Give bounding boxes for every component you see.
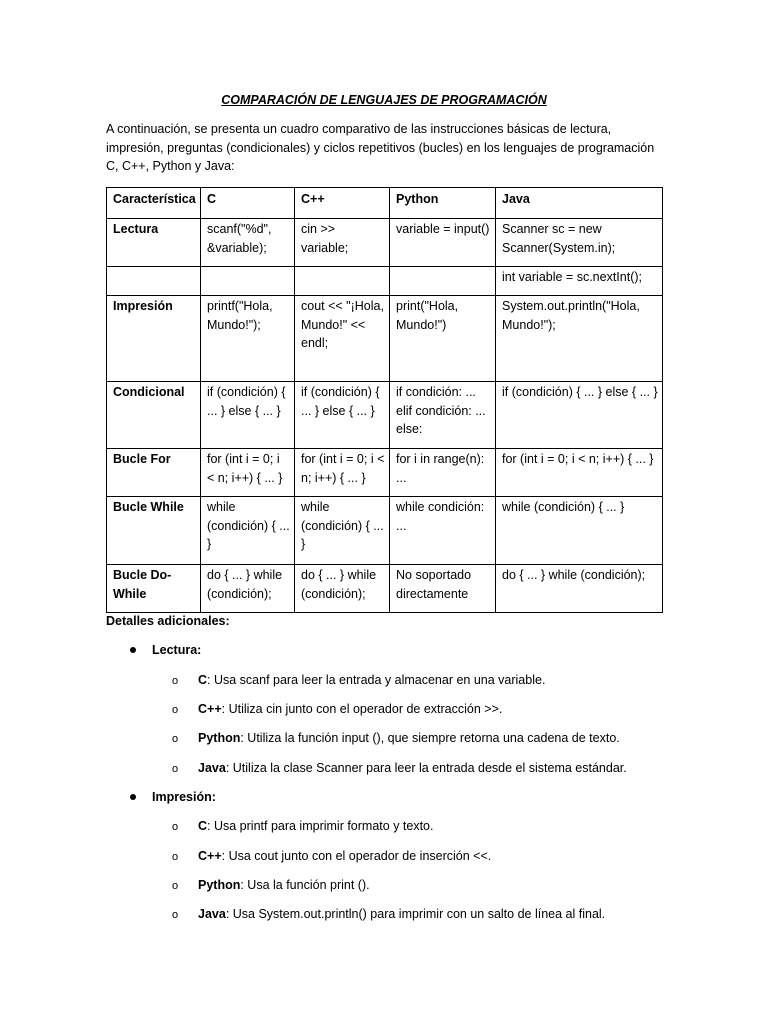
header-cell: C++ [295, 188, 390, 219]
document-title: COMPARACIÓN DE LENGUAJES DE PROGRAMACIÓN [221, 93, 547, 107]
header-cell: Característica [107, 188, 201, 219]
circle-bullet-icon: o [172, 821, 179, 833]
table-row [107, 219, 663, 267]
circle-bullet-icon: o [172, 909, 179, 921]
table-cell: for i in range(n): ... [390, 449, 496, 497]
table-cell: while (condición) { ... } [295, 497, 390, 565]
table-row [107, 382, 663, 449]
header-cell: Python [390, 188, 496, 219]
header-cell: C [201, 188, 295, 219]
row-label: Bucle Do-While [107, 565, 201, 613]
table-cell: print("Hola, Mundo!") [390, 296, 496, 382]
section-label: Impresión: [152, 790, 216, 804]
comparison-table [106, 187, 663, 613]
table-cell: Scanner sc = new Scanner(System.in); [496, 219, 663, 267]
bullet-icon [130, 794, 136, 800]
table-cell: if (condición) { ... } else { ... } [496, 382, 663, 449]
table-cell: cin >> variable; [295, 219, 390, 267]
details-section-lectura [130, 641, 201, 660]
table-cell: scanf("%d", &variable); [201, 219, 295, 267]
table-cell: if (condición) { ... } else { ... } [201, 382, 295, 449]
bullet-icon [130, 647, 136, 653]
details-heading: Detalles adicionales: [106, 614, 230, 628]
item-text: : Utiliza la clase Scanner para leer la entrada desde el sistema estándar. [225, 761, 627, 775]
language-name: Java [198, 761, 226, 775]
row-label: Impresión [107, 296, 201, 382]
list-item [172, 729, 620, 749]
table-row [107, 565, 663, 613]
table-cell: if (condición) { ... } else { ... } [295, 382, 390, 449]
row-label: Lectura [107, 219, 201, 267]
language-name: C [198, 673, 208, 687]
list-item [172, 905, 605, 925]
circle-bullet-icon: o [172, 880, 179, 892]
item-text: : Utiliza cin junto con el operador de extracción >>. [221, 702, 503, 716]
language-name: Python [198, 731, 241, 745]
header-cell: Java [496, 188, 663, 219]
table-header-row [107, 188, 663, 219]
details-section-impresion [130, 788, 216, 807]
list-item [172, 847, 491, 867]
row-label: Bucle For [107, 449, 201, 497]
list-item [172, 759, 627, 779]
item-text: : Usa la función print (). [240, 878, 370, 892]
list-item [172, 671, 545, 691]
table-cell: printf("Hola, Mundo!"); [201, 296, 295, 382]
language-name: C++ [198, 702, 222, 716]
table-cell: for (int i = 0; i < n; i++) { ... } [496, 449, 663, 497]
item-text: : Usa cout junto con el operador de inserción <<. [221, 849, 492, 863]
table-row [107, 296, 663, 382]
circle-bullet-icon: o [172, 704, 179, 716]
item-text: : Usa printf para imprimir formato y texto. [207, 819, 434, 833]
table-cell: System.out.println("Hola, Mundo!"); [496, 296, 663, 382]
table-row [107, 449, 663, 497]
section-label: Lectura: [152, 643, 202, 657]
table-cell: cout << "¡Hola, Mundo!" << endl; [295, 296, 390, 382]
circle-bullet-icon: o [172, 763, 179, 775]
list-item [172, 700, 502, 720]
list-item [172, 817, 433, 837]
table-cell: while (condición) { ... } [201, 497, 295, 565]
table-row [107, 497, 663, 565]
circle-bullet-icon: o [172, 851, 179, 863]
table-cell: while condición: ... [390, 497, 496, 565]
table-cell: No soportado directamente [390, 565, 496, 613]
item-text: : Usa System.out.println() para imprimir con un salto de línea al final. [225, 907, 606, 921]
table-cell: for (int i = 0; i < n; i++) { ... } [295, 449, 390, 497]
item-text: : Usa scanf para leer la entrada y almacenar en una variable. [207, 673, 546, 687]
table-cell [295, 267, 390, 296]
language-name: Python [198, 878, 241, 892]
row-label: Bucle While [107, 497, 201, 565]
table-cell: int variable = sc.nextInt(); [496, 267, 663, 296]
circle-bullet-icon: o [172, 675, 179, 687]
table-cell: variable = input() [390, 219, 496, 267]
row-label [107, 267, 201, 296]
table-cell: for (int i = 0; i < n; i++) { ... } [201, 449, 295, 497]
row-label: Condicional [107, 382, 201, 449]
table-cell [390, 267, 496, 296]
list-item [172, 876, 370, 896]
circle-bullet-icon: o [172, 733, 179, 745]
language-name: C++ [198, 849, 222, 863]
table-cell: do { ... } while (condición); [295, 565, 390, 613]
intro-paragraph: A continuación, se presenta un cuadro comparativo de las instrucciones básicas de lectura, impresión, preguntas (condicionales) y ciclos repetitivos (bucles) en los lenguajes de programación C, C++, Python y Java: [106, 122, 655, 174]
table-cell: while (condición) { ... } [496, 497, 663, 565]
table-cell: do { ... } while (condición); [496, 565, 663, 613]
table-cell [201, 267, 295, 296]
table-cell: do { ... } while (condición); [201, 565, 295, 613]
table-cell: if condición: ... elif condición: ... else: [390, 382, 496, 449]
table-row [107, 267, 663, 296]
language-name: C [198, 819, 208, 833]
item-text: : Utiliza la función input (), que siempre retorna una cadena de texto. [240, 731, 620, 745]
language-name: Java [198, 907, 226, 921]
